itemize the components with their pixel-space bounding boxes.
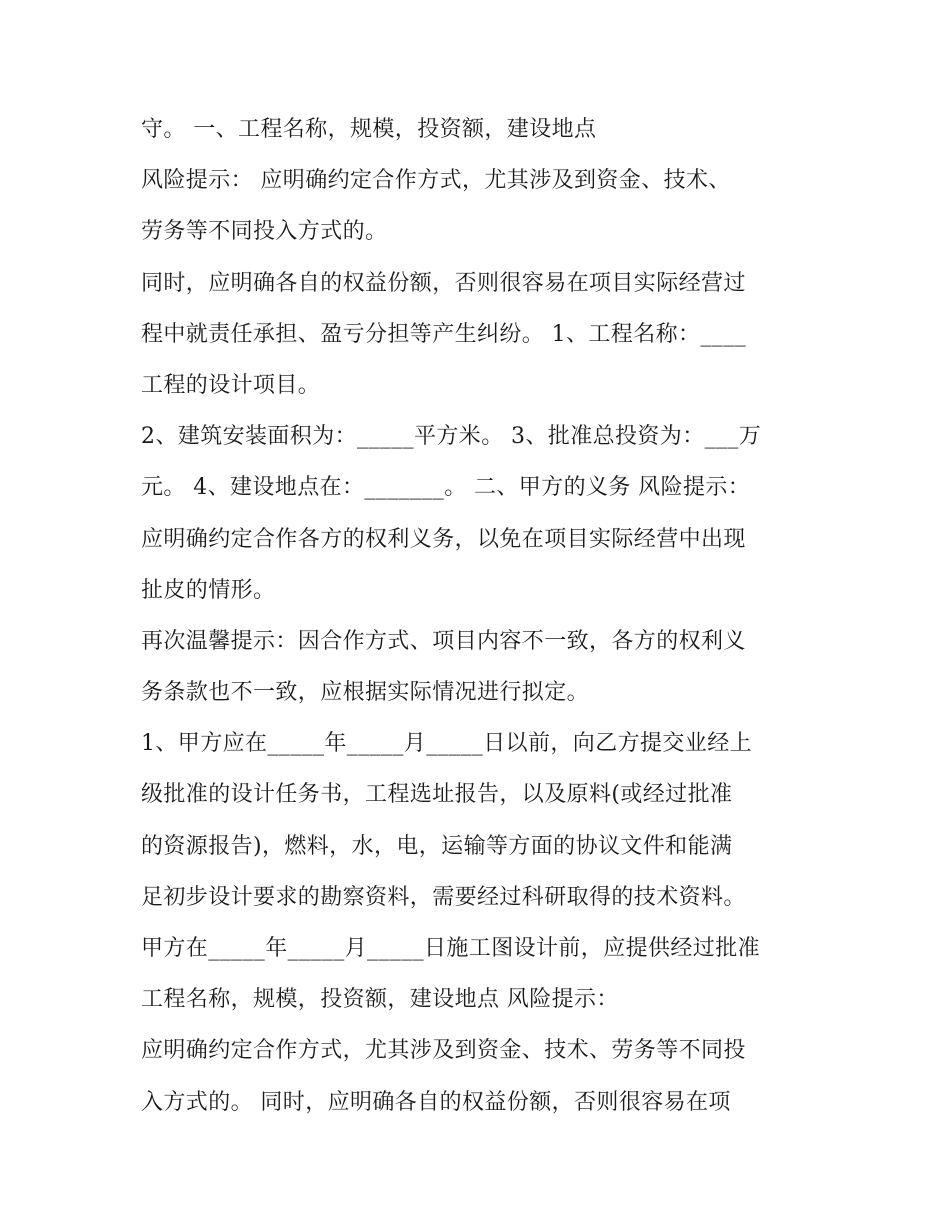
- document-body: [141, 110, 821, 1134]
- text-line: 应明确约定合作方式，尤其涉及到资金、技术、劳务等不同投: [141, 1038, 746, 1064]
- text-line: 的资源报告)，燃料，水，电，运输等方面的协议文件和能满: [141, 833, 733, 859]
- text-line: 再次温馨提示：因合作方式、项目内容不一致，各方的权利义: [141, 628, 746, 654]
- text-line: 元。 4、建设地点在：_______。 二、甲方的义务 风险提示：: [141, 475, 751, 501]
- text-line: 守。 一、工程名称，规模，投资额，建设地点: [141, 117, 597, 142]
- text-line: 入方式的。 同时，应明确各自的权益份额，否则很容易在项: [141, 1089, 731, 1115]
- text-line: 工程的设计项目。: [141, 372, 321, 398]
- text-line: 扯皮的情形。: [141, 577, 276, 603]
- text-line: 应明确约定合作各方的权利义务，以免在项目实际经营中出现: [141, 526, 746, 552]
- text-line: 劳务等不同投入方式的。: [141, 219, 388, 245]
- text-line: 风险提示： 应明确约定合作方式，尤其涉及到资金、技术、: [141, 168, 731, 194]
- text-line: 务条款也不一致，应根据实际情况进行拟定。: [141, 680, 590, 706]
- text-line: 2、建筑安装面积为：_____平方米。 3、批准总投资为：___万: [141, 424, 762, 450]
- text-line: 级批准的设计任务书，工程选址报告，以及原料(或经过批准: [141, 782, 733, 808]
- text-line: 1、甲方应在_____年_____月_____日以前，向乙方提交业经上: [141, 731, 752, 757]
- text-line: 甲方在_____年_____月_____日施工图设计前，应提供经过批准: [141, 936, 761, 961]
- text-line: 足初步设计要求的勘察资料，需要经过科研取得的技术资料。: [141, 884, 746, 910]
- text-line: 工程名称，规模，投资额，建设地点 风险提示：: [141, 987, 619, 1013]
- text-line: 同时，应明确各自的权益份额，否则很容易在项目实际经营过: [141, 270, 746, 296]
- text-line: 程中就责任承担、盈亏分担等产生纠纷。 1、工程名称：____: [141, 321, 746, 347]
